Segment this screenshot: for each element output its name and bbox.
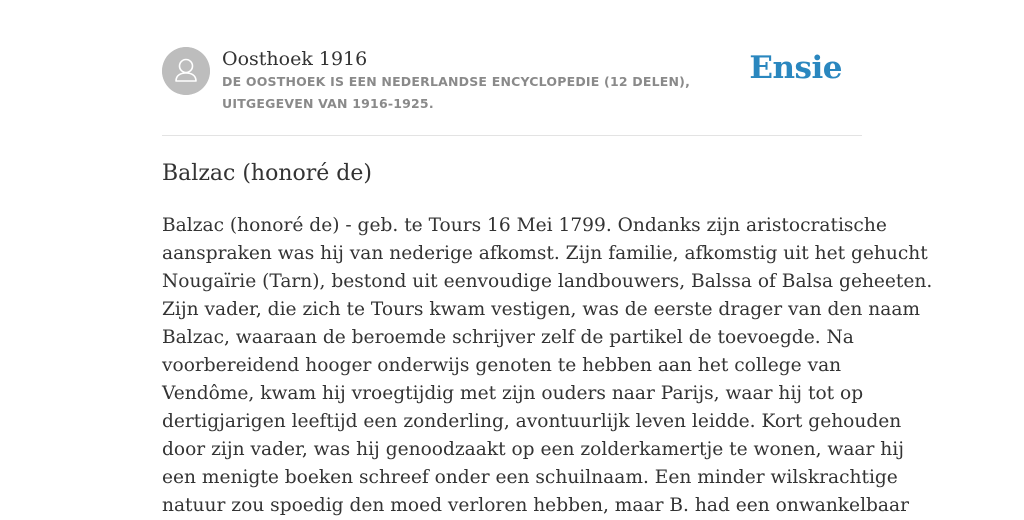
source-title[interactable]: Oosthoek 1916 bbox=[222, 48, 368, 70]
article-line: dertigjarigen leeftijd een zonderling, avontuurlijk leven leidde. Kort gehouden bbox=[162, 411, 902, 432]
article-line: Nougaïrie (Tarn), bestond uit eenvoudige landbouwers, Balssa of Balsa geheeten. bbox=[162, 271, 933, 292]
article-line: door zijn vader, was hij genoodzaakt op een zolderkamertje te wonen, waar hij bbox=[162, 439, 904, 460]
article-line: Vendôme, kwam hij vroegtijdig met zijn ouders naar Parijs, waar hij tot op bbox=[162, 383, 864, 404]
source-description: DE OOSTHOEK IS EEN NEDERLANDSE ENCYCLOPEDIE (12 DELEN), UITGEGEVEN VAN 1916-1925. bbox=[222, 74, 691, 111]
article-line: Balzac, waaraan de beroemde schrijver zelf de partikel de toevoegde. Na bbox=[162, 327, 854, 348]
article-line: natuur zou spoedig den moed verloren hebben, maar B. had een onwankelbaar bbox=[162, 495, 909, 516]
article-title: Balzac (honoré de) bbox=[162, 161, 372, 186]
brand-logo[interactable]: Ensie bbox=[749, 50, 842, 86]
article-line: Balzac (honoré de) - geb. te Tours 16 Mei 1799. Ondanks zijn aristocratische bbox=[162, 215, 887, 236]
user-silhouette-icon[interactable] bbox=[162, 47, 210, 95]
divider bbox=[162, 135, 862, 136]
article-line: Zijn vader, die zich te Tours kwam vestigen, was de eerste drager van den naam bbox=[162, 299, 921, 320]
article-line: aanspraken was hij van nederige afkomst. Zijn familie, afkomstig uit het gehucht bbox=[162, 243, 928, 264]
source-header bbox=[162, 47, 862, 135]
article-line: een menigte boeken schreef onder een schuilnaam. Een minder wilskrachtige bbox=[162, 467, 898, 488]
article-body bbox=[162, 212, 933, 520]
article-line: voorbereidend hooger onderwijs genoten te hebben aan het college van bbox=[162, 355, 842, 376]
